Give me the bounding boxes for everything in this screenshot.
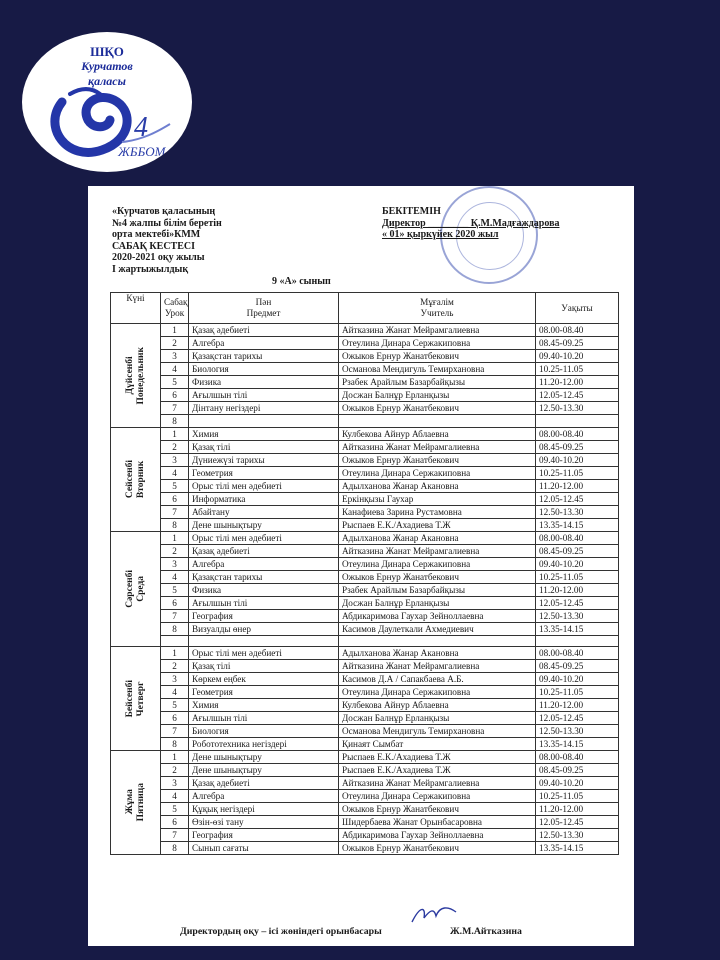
- day-name-ru: Вторник: [135, 460, 146, 499]
- time-cell: 12.50-13.30: [536, 610, 619, 623]
- table-row: [111, 558, 619, 571]
- teacher-cell: Ожыков Ернур Жанатбекович: [339, 571, 536, 584]
- subject-cell: Өзін-өзі тану: [189, 816, 339, 829]
- subject-cell: Орыс тілі мен әдебиеті: [189, 532, 339, 545]
- table-row: [111, 686, 619, 699]
- col-lesson-ru: Урок: [164, 308, 185, 318]
- time-cell: 08.45-09.25: [536, 441, 619, 454]
- table-row: [111, 725, 619, 738]
- table-row: [111, 428, 619, 441]
- day-name-ru: Пятница: [135, 783, 146, 822]
- lesson-number: 8: [161, 738, 189, 751]
- lesson-number: 3: [161, 558, 189, 571]
- teacher-cell: Отеулина Динара Сержакиповна: [339, 790, 536, 803]
- table-row: [111, 519, 619, 532]
- table-row: [111, 506, 619, 519]
- day-name-kz: Дүйсенбі: [124, 356, 135, 395]
- table-row: [111, 337, 619, 350]
- table-row: [111, 842, 619, 855]
- subject-cell: Ағылшын тілі: [189, 597, 339, 610]
- day-name-kz: Сейсенбі: [124, 460, 135, 499]
- teacher-cell: Ожыков Ернур Жанатбекович: [339, 803, 536, 816]
- approval-date: « 01» қыркүйек 2020 жыл: [382, 229, 499, 241]
- lesson-number: 8: [161, 415, 189, 428]
- empty-cell: [536, 636, 619, 647]
- teacher-cell: Кулбекова Айнур Аблаевна: [339, 428, 536, 441]
- time-cell: 13.35-14.15: [536, 738, 619, 751]
- time-cell: 08.45-09.25: [536, 545, 619, 558]
- day-name: [125, 783, 147, 821]
- lesson-number: 4: [161, 571, 189, 584]
- lesson-number: 4: [161, 686, 189, 699]
- table-row: [111, 623, 619, 636]
- subject-cell: Дүниежүзі тарихы: [189, 454, 339, 467]
- table-row: [111, 790, 619, 803]
- day-name-kz: Жұма: [124, 789, 135, 816]
- time-cell: 08.00-08.40: [536, 428, 619, 441]
- subject-cell: География: [189, 829, 339, 842]
- teacher-cell: Отеулина Динара Сержакиповна: [339, 467, 536, 480]
- day-cell: [111, 647, 161, 751]
- subject-cell: Орыс тілі мен әдебиеті: [189, 480, 339, 493]
- subject-cell: Дене шынықтыру: [189, 764, 339, 777]
- table-row: [111, 376, 619, 389]
- lesson-number: 1: [161, 428, 189, 441]
- subject-cell: Информатика: [189, 493, 339, 506]
- logo-line-2: Курчатов: [81, 59, 133, 73]
- col-subject-kz: Пән: [255, 297, 272, 307]
- subject-cell: Визуалды өнер: [189, 623, 339, 636]
- lesson-number: 7: [161, 725, 189, 738]
- lesson-number: 7: [161, 506, 189, 519]
- subject-cell: Орыс тілі мен әдебиеті: [189, 647, 339, 660]
- teacher-cell: Рзабек Арайлым Базарбайқызы: [339, 376, 536, 389]
- teacher-cell: Ожыков Ернур Жанатбекович: [339, 842, 536, 855]
- table-row: [111, 545, 619, 558]
- table-row: [111, 363, 619, 376]
- deputy-position: Директордың оқу – ісі жөніндегі орынбасары: [180, 926, 382, 937]
- teacher-cell: [339, 415, 536, 428]
- time-cell: 12.05-12.45: [536, 493, 619, 506]
- signature-icon: [410, 902, 458, 928]
- table-row: [111, 324, 619, 337]
- time-cell: 10.25-11.05: [536, 571, 619, 584]
- subject-cell: Қазақ әдебиеті: [189, 324, 339, 337]
- lesson-number: 6: [161, 493, 189, 506]
- table-row: [111, 738, 619, 751]
- day-name-kz: Сәрсенбі: [124, 570, 135, 608]
- approval-title: БЕКІТЕМІН: [382, 206, 441, 217]
- table-row: [111, 571, 619, 584]
- time-cell: 10.25-11.05: [536, 467, 619, 480]
- col-teacher: [339, 293, 536, 324]
- lesson-number: 3: [161, 673, 189, 686]
- teacher-cell: Отеулина Динара Сержакиповна: [339, 686, 536, 699]
- lesson-number: 1: [161, 647, 189, 660]
- lesson-number: 3: [161, 777, 189, 790]
- time-cell: 08.00-08.40: [536, 324, 619, 337]
- empty-cell: [161, 636, 189, 647]
- table-row: [111, 712, 619, 725]
- time-cell: 08.45-09.25: [536, 337, 619, 350]
- semester-label: І жартыжылдық: [112, 263, 189, 275]
- empty-cell: [189, 636, 339, 647]
- time-cell: 08.45-09.25: [536, 660, 619, 673]
- empty-cell: [339, 636, 536, 647]
- table-row: [111, 803, 619, 816]
- lesson-number: 5: [161, 584, 189, 597]
- approval-block: [382, 206, 560, 241]
- lesson-number: 6: [161, 597, 189, 610]
- lesson-number: 1: [161, 751, 189, 764]
- header-line: «Курчатов қаласының: [112, 206, 216, 217]
- schedule-title: САБАҚ КЕСТЕСІ: [112, 240, 195, 252]
- teacher-cell: Касимов Д.А / Сапакбаева А.Б.: [339, 673, 536, 686]
- lesson-number: 8: [161, 519, 189, 532]
- day-name: [125, 347, 147, 405]
- lesson-number: 8: [161, 842, 189, 855]
- subject-cell: Қазақ тілі: [189, 441, 339, 454]
- subject-cell: Алгебра: [189, 337, 339, 350]
- time-cell: 11.20-12.00: [536, 584, 619, 597]
- lesson-number: 5: [161, 376, 189, 389]
- table-row: [111, 829, 619, 842]
- time-cell: 09.40-10.20: [536, 777, 619, 790]
- subject-cell: Физика: [189, 584, 339, 597]
- subject-cell: Алгебра: [189, 790, 339, 803]
- subject-cell: Қазақ әдебиеті: [189, 777, 339, 790]
- teacher-cell: Ожыков Ернур Жанатбекович: [339, 350, 536, 363]
- table-row: [111, 493, 619, 506]
- day-cell: [111, 532, 161, 647]
- table-row: [111, 402, 619, 415]
- lesson-number: 4: [161, 363, 189, 376]
- director-line: Директор ________ Қ.М.Мадғаждарова: [382, 217, 560, 229]
- lesson-number: 4: [161, 467, 189, 480]
- teacher-cell: Рыспаев Е.К./Ахадиева Т.Ж: [339, 751, 536, 764]
- time-cell: 10.25-11.05: [536, 363, 619, 376]
- table-row: [111, 816, 619, 829]
- logo-number: 4: [134, 112, 148, 143]
- teacher-cell: Адылханова Жанар Акановна: [339, 647, 536, 660]
- teacher-cell: Османова Мендигуль Темирхановна: [339, 363, 536, 376]
- table-row: [111, 415, 619, 428]
- day-name: [125, 460, 147, 498]
- lesson-number: 6: [161, 816, 189, 829]
- spacer-row: [111, 636, 619, 647]
- teacher-cell: Досжан Балнұр Ерланқызы: [339, 597, 536, 610]
- time-cell: 12.50-13.30: [536, 725, 619, 738]
- table-row: [111, 441, 619, 454]
- time-cell: 12.05-12.45: [536, 597, 619, 610]
- time-cell: [536, 415, 619, 428]
- table-row: [111, 532, 619, 545]
- lesson-number: 2: [161, 660, 189, 673]
- day-name: [125, 570, 147, 608]
- time-cell: 09.40-10.20: [536, 673, 619, 686]
- day-name-ru: Среда: [135, 576, 146, 602]
- time-cell: 12.50-13.30: [536, 506, 619, 519]
- teacher-cell: Айтказина Жанат Мейрамгалиевна: [339, 660, 536, 673]
- subject-cell: Көркем еңбек: [189, 673, 339, 686]
- time-cell: 12.50-13.30: [536, 402, 619, 415]
- lesson-number: 3: [161, 454, 189, 467]
- subject-cell: Химия: [189, 699, 339, 712]
- table-row: [111, 597, 619, 610]
- teacher-cell: Касимов Даулеткали Ахмедиевич: [339, 623, 536, 636]
- time-cell: 09.40-10.20: [536, 558, 619, 571]
- teacher-cell: Османова Мендигуль Темирхановна: [339, 725, 536, 738]
- lesson-number: 2: [161, 337, 189, 350]
- time-cell: 11.20-12.00: [536, 480, 619, 493]
- time-cell: 12.05-12.45: [536, 816, 619, 829]
- logo-word: ЖББОМ: [118, 144, 166, 159]
- table-row: [111, 660, 619, 673]
- lesson-number: 5: [161, 699, 189, 712]
- subject-cell: Геометрия: [189, 686, 339, 699]
- table-row: [111, 764, 619, 777]
- header-line: №4 жалпы білім беретін: [112, 217, 222, 229]
- time-cell: 13.35-14.15: [536, 519, 619, 532]
- lesson-number: 3: [161, 350, 189, 363]
- table-row: [111, 389, 619, 402]
- time-cell: 13.35-14.15: [536, 842, 619, 855]
- subject-cell: География: [189, 610, 339, 623]
- teacher-cell: Рыспаев Е.К./Ахадиева Т.Ж: [339, 519, 536, 532]
- school-header: [112, 206, 222, 276]
- lesson-number: 5: [161, 480, 189, 493]
- header-line: орта мектебі»КММ: [112, 229, 201, 241]
- subject-cell: Геометрия: [189, 467, 339, 480]
- teacher-cell: Досжан Балнұр Ерланқызы: [339, 389, 536, 402]
- footer-signature: [180, 926, 522, 937]
- table-row: [111, 699, 619, 712]
- subject-cell: Биология: [189, 725, 339, 738]
- subject-cell: Абайтану: [189, 506, 339, 519]
- time-cell: 11.20-12.00: [536, 699, 619, 712]
- day-cell: [111, 751, 161, 855]
- day-name-kz: Бейсенбі: [124, 679, 135, 718]
- time-cell: 08.00-08.40: [536, 647, 619, 660]
- day-name: [125, 680, 147, 717]
- teacher-cell: Айтказина Жанат Мейрамгалиевна: [339, 324, 536, 337]
- table-row: [111, 610, 619, 623]
- time-cell: 12.05-12.45: [536, 389, 619, 402]
- col-time: Уақыты: [536, 293, 619, 324]
- subject-cell: Қазақстан тарихы: [189, 571, 339, 584]
- lesson-number: 5: [161, 803, 189, 816]
- teacher-cell: Шидербаева Жанат Орынбасаровна: [339, 816, 536, 829]
- subject-cell: Физика: [189, 376, 339, 389]
- subject-cell: Биология: [189, 363, 339, 376]
- time-cell: 13.35-14.15: [536, 623, 619, 636]
- table-row: [111, 454, 619, 467]
- time-cell: 11.20-12.00: [536, 376, 619, 389]
- teacher-cell: Айтказина Жанат Мейрамгалиевна: [339, 545, 536, 558]
- teacher-cell: Абдикаримова Гаухар Зейноллаевна: [339, 610, 536, 623]
- teacher-cell: Досжан Балнұр Ерланқызы: [339, 712, 536, 725]
- lesson-number: 6: [161, 389, 189, 402]
- table-row: [111, 777, 619, 790]
- teacher-cell: Айтказина Жанат Мейрамгалиевна: [339, 441, 536, 454]
- col-lesson-kz: Сабақ: [164, 297, 188, 307]
- table-row: [111, 584, 619, 597]
- deputy-name: Ж.М.Айтказина: [450, 926, 522, 937]
- teacher-cell: Қинаят Сымбат: [339, 738, 536, 751]
- day-name-ru: Четверг: [135, 681, 146, 716]
- subject-cell: Қазақ әдебиеті: [189, 545, 339, 558]
- subject-cell: Дене шынықтыру: [189, 751, 339, 764]
- time-cell: 09.40-10.20: [536, 350, 619, 363]
- subject-cell: Ағылшын тілі: [189, 712, 339, 725]
- schedule-table: [110, 292, 619, 855]
- time-cell: 11.20-12.00: [536, 803, 619, 816]
- lesson-number: 7: [161, 829, 189, 842]
- teacher-cell: Отеулина Динара Сержакиповна: [339, 558, 536, 571]
- lesson-number: 1: [161, 324, 189, 337]
- teacher-cell: Ожыков Ернур Жанатбекович: [339, 402, 536, 415]
- lesson-number: 8: [161, 623, 189, 636]
- day-name-ru: Понедельник: [135, 346, 146, 405]
- table-row: [111, 647, 619, 660]
- logo-line-1: ШҚО: [90, 44, 124, 59]
- table-row: [111, 751, 619, 764]
- teacher-cell: Адылханова Жанар Акановна: [339, 532, 536, 545]
- subject-cell: Ағылшын тілі: [189, 389, 339, 402]
- academic-year: 2020-2021 оқу жылы: [112, 252, 205, 264]
- col-day: Күні: [111, 293, 161, 324]
- time-cell: 10.25-11.05: [536, 790, 619, 803]
- col-lesson: [161, 293, 189, 324]
- lesson-number: 2: [161, 764, 189, 777]
- teacher-cell: Абдикаримова Гаухар Зейноллаевна: [339, 829, 536, 842]
- day-cell: [111, 428, 161, 532]
- teacher-cell: Еркінқызы Гаухар: [339, 493, 536, 506]
- time-cell: 10.25-11.05: [536, 686, 619, 699]
- time-cell: 08.00-08.40: [536, 532, 619, 545]
- school-logo: [22, 32, 192, 172]
- table-row: [111, 673, 619, 686]
- table-row: [111, 480, 619, 493]
- table-row: [111, 350, 619, 363]
- subject-cell: [189, 415, 339, 428]
- col-subject-ru: Предмет: [246, 308, 281, 318]
- schedule-body: [111, 324, 619, 855]
- lesson-number: 7: [161, 402, 189, 415]
- time-cell: 12.05-12.45: [536, 712, 619, 725]
- lesson-number: 6: [161, 712, 189, 725]
- col-teacher-kz: Мұғалім: [420, 297, 454, 307]
- subject-cell: Алгебра: [189, 558, 339, 571]
- subject-cell: Қазақ тілі: [189, 660, 339, 673]
- subject-cell: Робототехника негіздері: [189, 738, 339, 751]
- lesson-number: 4: [161, 790, 189, 803]
- subject-cell: Қазақстан тарихы: [189, 350, 339, 363]
- class-label: 9 «А» сынып: [272, 276, 331, 287]
- subject-cell: Дене шынықтыру: [189, 519, 339, 532]
- col-teacher-ru: Учитель: [420, 308, 454, 318]
- teacher-cell: Айтказина Жанат Мейрамгалиевна: [339, 777, 536, 790]
- time-cell: 08.45-09.25: [536, 764, 619, 777]
- subject-cell: Химия: [189, 428, 339, 441]
- schedule-document: [88, 186, 634, 946]
- table-row: [111, 467, 619, 480]
- time-cell: 08.00-08.40: [536, 751, 619, 764]
- teacher-cell: Рзабек Арайлым Базарбайқызы: [339, 584, 536, 597]
- teacher-cell: Ожыков Ернур Жанатбекович: [339, 454, 536, 467]
- subject-cell: Дінтану негіздері: [189, 402, 339, 415]
- lesson-number: 2: [161, 441, 189, 454]
- lesson-number: 7: [161, 610, 189, 623]
- lesson-number: 2: [161, 545, 189, 558]
- day-cell: [111, 324, 161, 428]
- col-subject: [189, 293, 339, 324]
- time-cell: 09.40-10.20: [536, 454, 619, 467]
- teacher-cell: Канафиева Зарина Рустамовна: [339, 506, 536, 519]
- teacher-cell: Отеулина Динара Сержакиповна: [339, 337, 536, 350]
- lesson-number: 1: [161, 532, 189, 545]
- teacher-cell: Адылханова Жанар Акановна: [339, 480, 536, 493]
- subject-cell: Сынып сағаты: [189, 842, 339, 855]
- teacher-cell: Кулбекова Айнур Аблаевна: [339, 699, 536, 712]
- teacher-cell: Рыспаев Е.К./Ахадиева Т.Ж: [339, 764, 536, 777]
- logo-line-3: қаласы: [88, 74, 126, 88]
- subject-cell: Құқық негіздері: [189, 803, 339, 816]
- table-header-row: [111, 293, 619, 324]
- time-cell: 12.50-13.30: [536, 829, 619, 842]
